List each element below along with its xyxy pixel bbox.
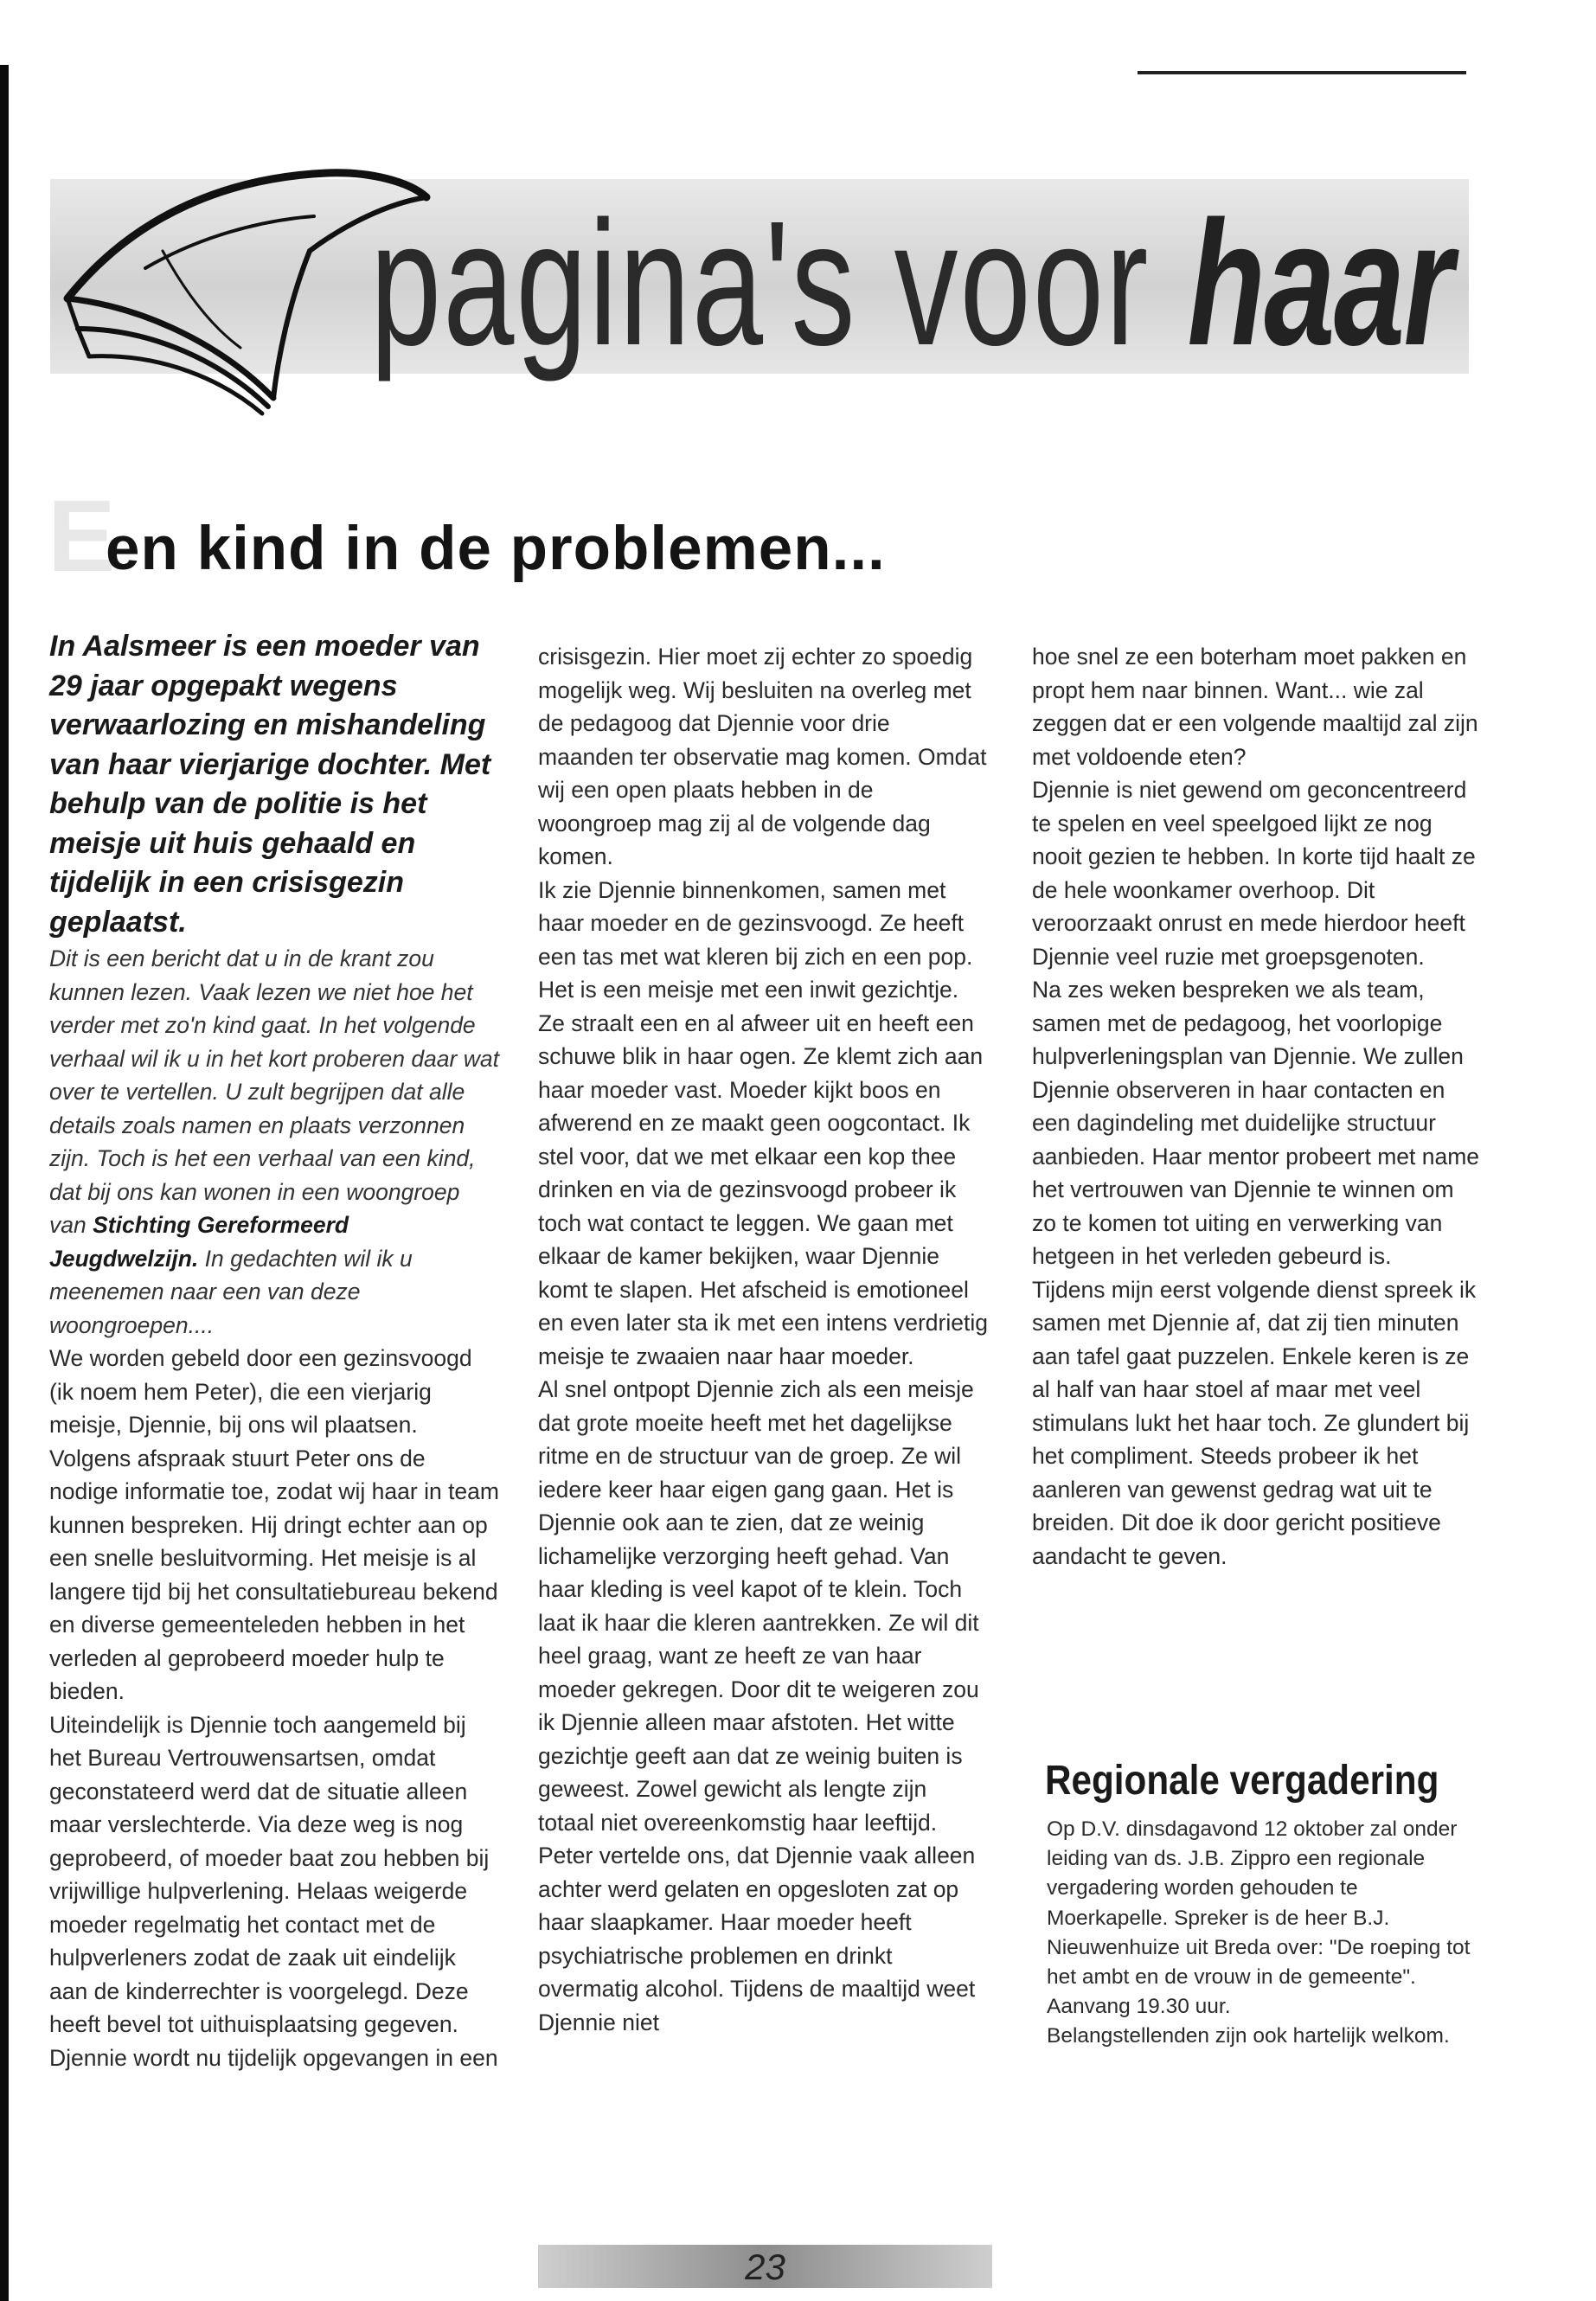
paragraph: Al snel ontpopt Djennie zich als een meisje dat grote moeite heeft met het dagelijkse ritme en de structuur van de groep. Ze wil iedere keer haar eigen gang gaan. Het is Djennie ook aan te zien, dat ze weinig lichamelijke verzorging heeft gehad. Van haar kleding is veel kapot of te klein. Toch laat ik haar die kleren aantrekken. Ze wil dit heel graag, want ze heeft ze van haar moeder gekregen. Door dit te weigeren zou ik Djennie alleen maar afstoten. Het witte gezichtje geeft aan dat ze weinig buiten is geweest. Zowel gewicht als lengte zijn totaal niet overeenkomstig haar leeftijd. Peter vertelde ons, dat Djennie vaak alleen achter werd gelaten en opgesloten zat op haar slaapkamer. Haar moeder heeft psychiatrische problemen en drinkt overmatig alcohol. Tijdens de maaltijd weet Djennie niet xyxy=(538,1376,979,2035)
paragraph: Tijdens mijn eerst volgende dienst spreek ik samen met Djennie af, dat zij tien minuten aan tafel gaat puzzelen. Enkele keren is ze al half van haar stoel af maar met veel stimulans lukt het haar toch. Ze glundert bij het compliment. Steeds probeer ik het aanleren van gewenst gedrag wat uit te breiden. Dit doe ik door gericht positieve aandacht te geven. xyxy=(1032,1276,1477,1569)
intro-text-end: In gedachten wil ik u meenemen naar een van deze woongroepen.... xyxy=(49,1245,413,1338)
intro-lede: In Aalsmeer is een moeder van 29 jaar opgepakt wegens verwaarlozing en mishandeling van haar vierjarige dochter. Met behulp van de politie is het meisje uit huis gehaald en tijdelijk in een crisisgezin geplaatst. xyxy=(49,630,491,939)
page-footer-bar xyxy=(538,2245,992,2288)
top-rule xyxy=(1138,71,1466,74)
article-column-1 xyxy=(49,627,499,2074)
announcement-text: Op D.V. dinsdagavond 12 oktober zal onder leiding van ds. J.B. Zippro een regionale vergadering worden gehouden te Moerkapelle. Spreker is de heer B.J. Nieuwenhuize uit Breda over: "De roeping tot het ambt en de vrouw in de gemeente". Aanvang 19.30 uur. xyxy=(1047,1817,1471,2019)
announcement-closing: Belangstellenden zijn ook hartelijk welkom. xyxy=(1047,2024,1450,2048)
section-banner xyxy=(50,169,1469,398)
paragraph: Na zes weken bespreken we als team, samen met de pedagoog, het voorlopige hulpverleningsplan van Djennie. We zullen Djennie observeren in haar contacten en een dagindeling met duidelijke structuur aanbieden. Haar mentor probeert met name het vertrouwen van Djennie te winnen om zo te komen tot uiting en verwerking van hetgeen in het verleden gebeurd is. xyxy=(1032,977,1480,1269)
banner-title-main: pagina's voor xyxy=(370,184,1188,382)
announcement-body xyxy=(1047,1815,1479,2052)
intro-text xyxy=(49,942,499,1342)
banner-title-accent: haar xyxy=(1187,184,1452,382)
paragraph: crisisgezin. Hier moet zij echter zo spoedig mogelijk weg. Wij besluiten na overleg met de pedagoog dat Djennie voor drie maanden ter observatie mag komen. Omdat wij een open plaats hebben in de woongroep mag zij al de volgende dag komen. xyxy=(538,644,987,869)
paragraph: Uiteindelijk is Djennie toch aangemeld bij het Bureau Vertrouwensartsen, omdat geconstateerd werd dat de situatie alleen maar verslechterde. Via deze weg is nog geprobeerd, of moeder baat zou hebben bij vrijwillige hulpverlening. Helaas weigerde moeder regelmatig het contact met de hulpverleners zodat de zaak uit eindelijk aan de kinderrechter is voorgelegd. Deze heeft bevel tot uithuisplaatsing gegeven. Djennie wordt nu tijdelijk opgevangen in een xyxy=(49,1711,498,2071)
page-number: 23 xyxy=(745,2247,785,2287)
announcement-title: Regionale vergadering xyxy=(1045,1758,1439,1804)
article-column-2 xyxy=(538,640,988,2039)
paragraph: hoe snel ze een boterham moet pakken en propt hem naar binnen. Want... wie zal zeggen dat er een volgende maaltijd zal zijn met voldoende eten? xyxy=(1032,644,1478,770)
banner-title xyxy=(370,184,1452,382)
left-margin-rule xyxy=(0,65,9,2301)
drop-cap: E xyxy=(48,479,116,593)
article-headline: en kind in de problemen... xyxy=(106,515,886,583)
paragraph: Ik zie Djennie binnenkomen, samen met haar moeder en de gezinsvoogd. Ze heeft een tas met wat kleren bij zich en een pop. Het is een meisje met een inwit gezichtje. Ze straalt een en al afweer uit en heeft een schuwe blik in haar ogen. Ze klemt zich aan haar moeder vast. Moeder kijkt boos en afwerend en ze maakt geen oogcontact. Ik stel voor, dat we met elkaar een kop thee drinken en via de gezinsvoogd probeer ik toch wat contact te leggen. We gaan met elkaar de kamer bekijken, waar Djennie komt te slapen. Het afscheid is emotioneel en even later sta ik met een intens verdrietig meisje te zwaaien naar haar moeder. xyxy=(538,876,988,1369)
intro-text-body: Dit is een bericht dat u in de krant zou kunnen lezen. Vaak lezen we niet hoe het verder met zo'n kind gaat. In het volgende verhaal wil ik u in het kort proberen daar wat over te vertellen. U zult begrijpen dat alle details zoals namen en plaats verzonnen zijn. Toch is het een verhaal van een kind, dat bij ons kan wonen in een woongroep van xyxy=(49,945,499,1238)
paragraph: Djennie is niet gewend om geconcentreerd te spelen en veel speelgoed lijkt ze nog nooit gezien te hebben. In korte tijd haalt ze de hele woonkamer overhoop. Dit veroorzaakt onrust en mede hierdoor heeft Djennie veel ruzie met groepsgenoten. xyxy=(1032,777,1476,970)
article-column-3 xyxy=(1032,640,1482,1573)
paragraph: We worden gebeld door een gezinsvoogd (ik noem hem Peter), die een vierjarig meisje, Djennie, bij ons wil plaatsen. Volgens afspraak stuurt Peter ons de nodige informatie toe, zodat wij haar in team kunnen bespreken. Hij dringt echter aan op een snelle besluitvorming. Het meisje is al langere tijd bij het consultatiebureau bekend en diverse gemeenteleden hebben in het verleden al geprobeerd moeder hulp te bieden. xyxy=(49,1345,499,1704)
organisation-name: Stichting Gereformeerd Jeugdwelzijn. xyxy=(49,1212,349,1272)
